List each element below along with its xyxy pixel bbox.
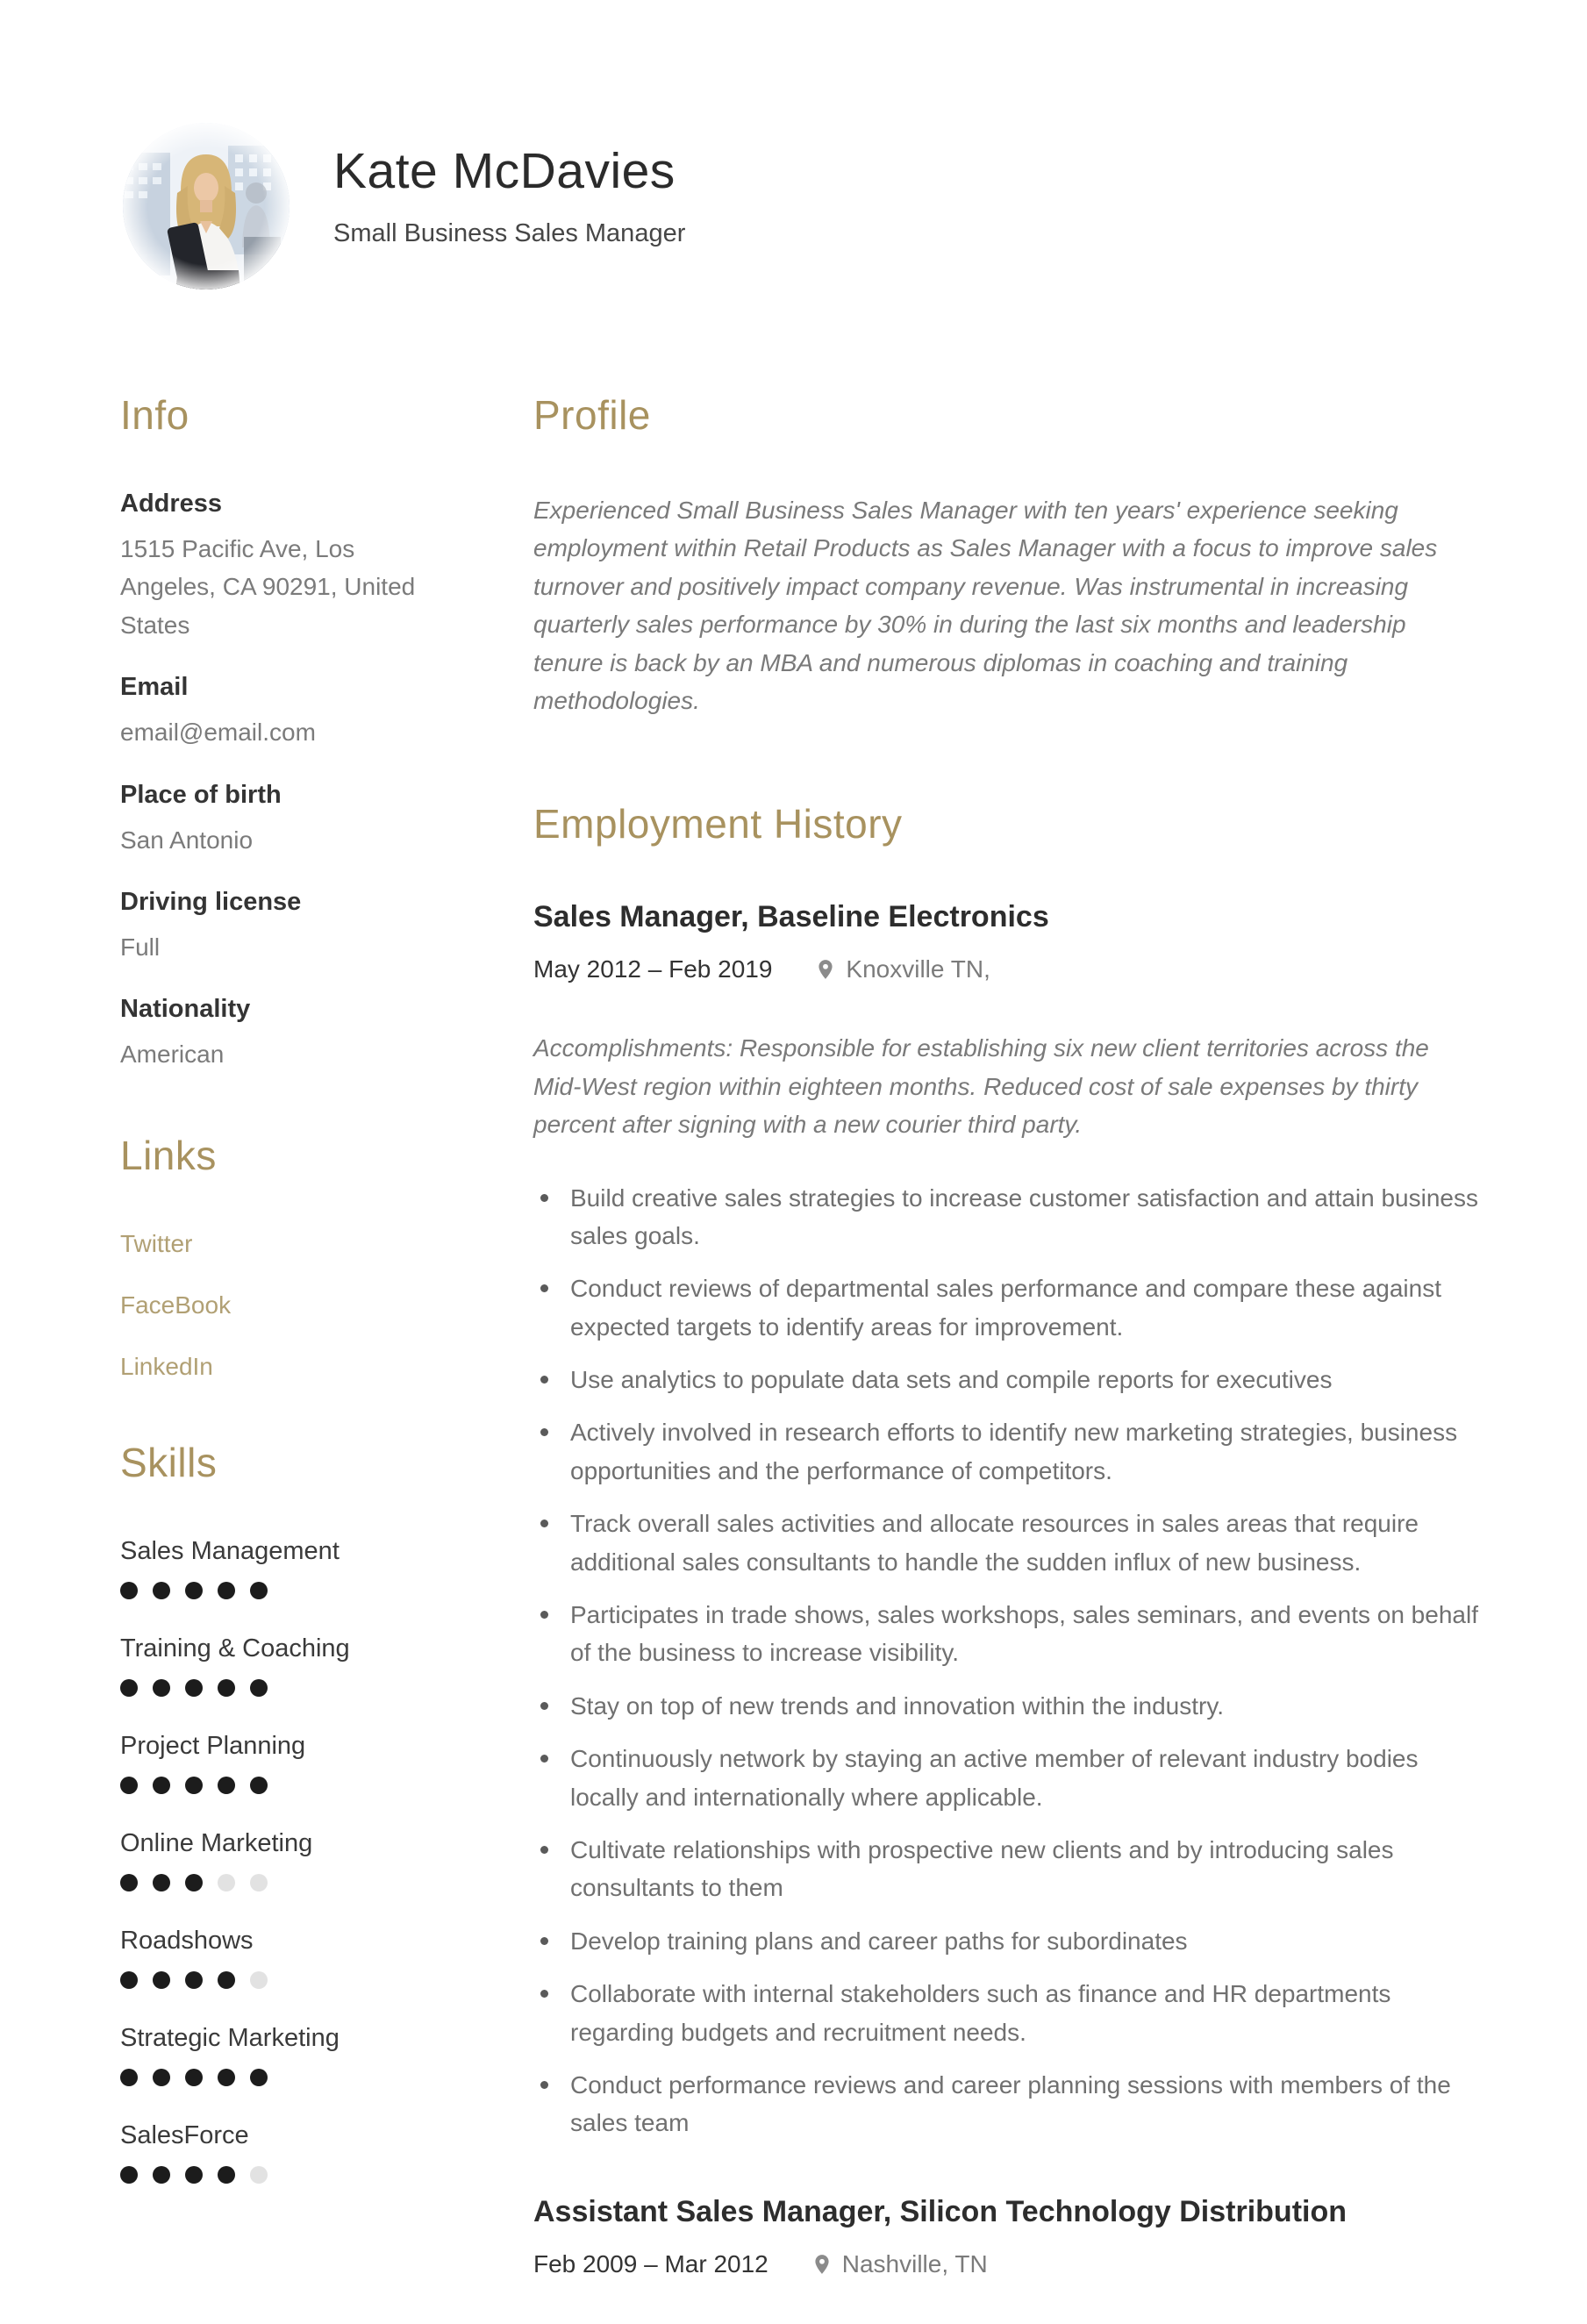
skill-dot-filled [185,1777,203,1794]
job-meta [533,2250,1482,2278]
skill-name: Project Planning [120,1731,306,1760]
job-bullet: Build creative sales strategies to increase customer satisfaction and attain business sales goals. [533,1179,1482,1255]
info-field [120,888,430,966]
profile-text: Experienced Small Business Sales Manager with ten years' experience seeking employment within Retail Products as Sales Manager with a focus to improve sales turnover and positively impact company revenue. Was instrumental in increasing quarterly sales performance by 30% in during the last six months and leadership tenure is back by an MBA and numerous diplomas in coaching and training methodologies. [533,497,1438,714]
info-field [120,781,430,859]
job-summary: Accomplishments: Responsible for establishing six new client territories across the Mid-West region within eighteen months. Reduced cost of sale expenses by thirty percent after signing with a new courier third party. [533,1034,1429,1139]
resume-header [120,123,1482,290]
skill-item [120,2121,430,2184]
job-bullet: Develop training plans and career paths for subordinates [533,1922,1482,1960]
info-field-label: Place of birth [120,780,282,809]
skill-dot-filled [218,1777,235,1794]
skill-dot-filled [250,1582,268,1599]
links-heading: Links [120,1132,217,1178]
employment-section [533,800,1482,2278]
job-title: Sales Manager, Baseline Electronics [533,900,1049,934]
skill-name: Strategic Marketing [120,2023,340,2052]
skill-level-dots [120,1874,430,1891]
content-columns [120,391,1482,2324]
job-bullet: Cultivate relationships with prospective new clients and by introducing sales consultants to them [533,1831,1482,1907]
info-section [120,391,430,1074]
info-field [120,490,430,644]
skill-dot-filled [185,1582,203,1599]
skill-dot-filled [250,1679,268,1697]
skill-dot-filled [153,1971,170,1989]
skill-dot-filled [120,1971,138,1989]
profile-photo [123,123,290,290]
skill-dot-filled [153,1679,170,1697]
job-bullet: Conduct performance reviews and career planning sessions with members of the sales team [533,2066,1482,2142]
employment-heading: Employment History [533,801,903,847]
header-text [333,123,685,248]
job-dates: Feb 2009 – Mar 2012 [533,2249,768,2278]
social-link[interactable]: LinkedIn [120,1352,213,1380]
job-bullets [533,1179,1482,2142]
job-bullet: Stay on top of new trends and innovation within the industry. [533,1687,1482,1725]
skill-dot-filled [153,2166,170,2184]
info-field [120,673,430,751]
links-list [120,1230,430,1381]
skills-section [120,1439,430,2184]
info-field-value: email@email.com [120,719,316,747]
sidebar [120,391,430,2324]
profile-photo-image [123,123,290,290]
skill-dot-filled [185,1971,203,1989]
info-field-value: 1515 Pacific Ave, Los Angeles, CA 90291, United States [120,535,416,639]
skill-name: Online Marketing [120,1828,313,1857]
skill-item [120,1829,430,1891]
links-section [120,1132,430,1381]
job-title: Assistant Sales Manager, Silicon Technology Distribution [533,2194,1347,2228]
skill-dot-filled [218,2069,235,2086]
skill-dot-filled [185,2069,203,2086]
info-field-value: San Antonio [120,826,254,854]
skill-level-dots [120,1679,430,1697]
skill-dot-empty [218,1874,235,1891]
skill-item [120,1927,430,1989]
job-entry [533,2195,1482,2278]
skill-dot-filled [218,2166,235,2184]
skill-dot-filled [153,2069,170,2086]
social-link[interactable]: FaceBook [120,1291,232,1319]
job-bullet: Use analytics to populate data sets and compile reports for executives [533,1361,1482,1398]
info-field-label: Driving license [120,887,302,916]
main-column [533,391,1482,2324]
skill-dot-filled [218,1679,235,1697]
skill-level-dots [120,2166,430,2184]
skill-dot-filled [120,1874,138,1891]
info-field-label: Address [120,490,223,518]
skill-dot-filled [185,2166,203,2184]
skill-dot-empty [250,2166,268,2184]
job-bullet: Conduct reviews of departmental sales performance and compare these against expected targets to identify areas for improvement. [533,1269,1482,1346]
info-field-label: Nationality [120,995,251,1024]
job-bullet: Track overall sales activities and allocate resources in sales areas that require additional sales consultants to handle the sudden influx of new business. [533,1505,1482,1581]
job-location: Nashville, TN [841,2249,988,2278]
skill-dot-filled [185,1679,203,1697]
info-field [120,995,430,1073]
skills-list [120,1537,430,2184]
skill-dot-filled [218,1971,235,1989]
skill-name: Training & Coaching [120,1634,350,1663]
skill-level-dots [120,1777,430,1794]
job-dates: May 2012 – Feb 2019 [533,955,773,983]
skill-level-dots [120,2069,430,2086]
info-field-value: American [120,1040,225,1069]
skill-name: Sales Management [120,1536,340,1565]
person-job-title: Small Business Sales Manager [333,219,686,247]
skill-name: Roadshows [120,1926,254,1955]
info-field-value: Full [120,933,161,961]
info-fields [120,490,430,1074]
skill-dot-filled [153,1777,170,1794]
skill-dot-filled [120,1582,138,1599]
skill-item [120,1537,430,1599]
skill-dot-filled [153,1874,170,1891]
skill-dot-empty [250,1874,268,1891]
skill-item [120,1732,430,1794]
skill-dot-filled [120,1777,138,1794]
skill-dot-filled [120,2166,138,2184]
skill-dot-filled [250,1777,268,1794]
person-name: Kate McDavies [333,143,676,199]
profile-section [533,391,1482,719]
skill-dot-filled [250,2069,268,2086]
job-entry [533,900,1482,2142]
location-pin-icon [811,2253,833,2276]
social-link[interactable]: Twitter [120,1229,193,1257]
profile-heading: Profile [533,392,651,438]
job-bullet: Continuously network by staying an active member of relevant industry bodies locally and internationally where applicable. [533,1740,1482,1816]
skill-dot-filled [218,1582,235,1599]
skill-dot-filled [185,1874,203,1891]
jobs-list [533,900,1482,2278]
skill-name: SalesForce [120,2120,249,2149]
skill-dot-filled [120,1679,138,1697]
job-bullet: Participates in trade shows, sales workshops, sales seminars, and events on behalf of the business to increase visibility. [533,1596,1482,1672]
skill-item [120,2024,430,2086]
info-field-label: Email [120,673,189,702]
job-bullet: Collaborate with internal stakeholders such as finance and HR departments regarding budgets and recruitment needs. [533,1975,1482,2051]
job-location: Knoxville TN, [846,955,990,983]
skill-dot-filled [120,2069,138,2086]
skill-level-dots [120,1582,430,1599]
job-bullet: Actively involved in research efforts to identify new marketing strategies, business opportunities and the performance of competitors. [533,1413,1482,1490]
info-heading: Info [120,392,189,438]
job-meta [533,955,1482,983]
skill-dot-empty [250,1971,268,1989]
skill-item [120,1634,430,1697]
skill-dot-filled [153,1582,170,1599]
skills-heading: Skills [120,1439,218,1485]
skill-level-dots [120,1971,430,1989]
location-pin-icon [814,958,837,981]
